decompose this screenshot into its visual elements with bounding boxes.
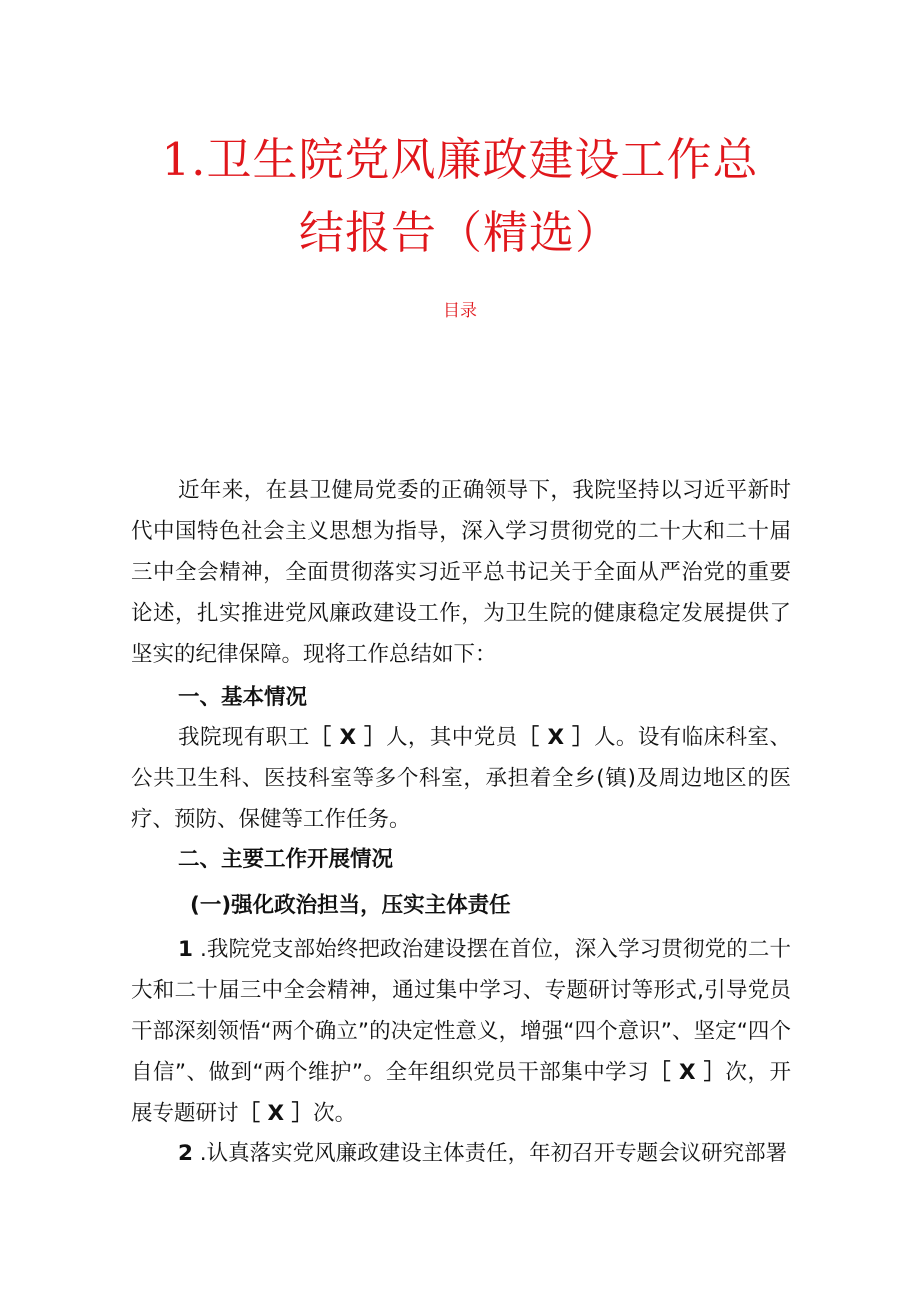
list-item-1-number: 1 [178,937,193,962]
item-2-text-1: .认真落实党风廉政建设主体责任，年初召开专题会议研究部署 [192,1141,788,1166]
document-title-line-2: 结报告（精选） [298,206,621,259]
intro-paragraph: 近年来，在县卫健局党委的正确领导下，我院坚持以习近平新时代中国特色社会主义思想为指导，深入学习贯彻党的二十大和二十届三中全会精神，全面贯彻落实习近平总书记关于全面从严治党的重要论述，扎实推进党风廉政建设工作，为卫生院的健康稳定发展提供了坚实的纪律保障。现将工作总结如下： [131,478,791,667]
item-1-text-1: .我院党支部始终把政治建设摆在首位，深入学习贯彻党的二十大和二十届三中全会精神，通过集中学习、专题研讨等形式,引导党员干部深刻领悟“两个确立”的决定性意义，增强“四个意识”、坚定“四个自信”、做到“两个维护”。全年组织党员干部集中学习 [131,937,791,1085]
list-item-1 [131,929,791,1134]
table-of-contents-label: 目录 [443,301,477,321]
member-count-placeholder: ［ X ］ [517,725,594,750]
basic-text-1: 我院现有职工 [178,725,310,750]
basic-info-paragraph [131,717,791,840]
staff-count-placeholder: ［ X ］ [309,725,386,750]
seminar-count-placeholder: ［ X ］ [238,1101,314,1126]
subsection-heading-1: (一)强化政治担当，压实主体责任 [190,893,511,918]
basic-text-3: 人。设有临床科室、公共卫生科、医技科室等多个科室，承担着全乡(镇)及周边地区的医疗、预防、保健等工作任务。 [131,725,791,832]
section-heading-main-work: 二、主要工作开展情况 [178,847,394,872]
list-item-2-number: 2 [178,1141,193,1166]
item-1-text-3: 次。 [313,1101,357,1126]
study-count-placeholder: ［ X ］ [649,1060,726,1085]
section-heading-basic: 一、基本情况 [178,685,308,710]
list-item-2 [131,1133,791,1174]
basic-text-2: 人，其中党员 [385,725,518,750]
item-1-text-2: 次，开展专题研讨 [131,1060,791,1126]
document-title-line-1: 1.卫生院党风廉政建设工作总 [161,133,759,186]
